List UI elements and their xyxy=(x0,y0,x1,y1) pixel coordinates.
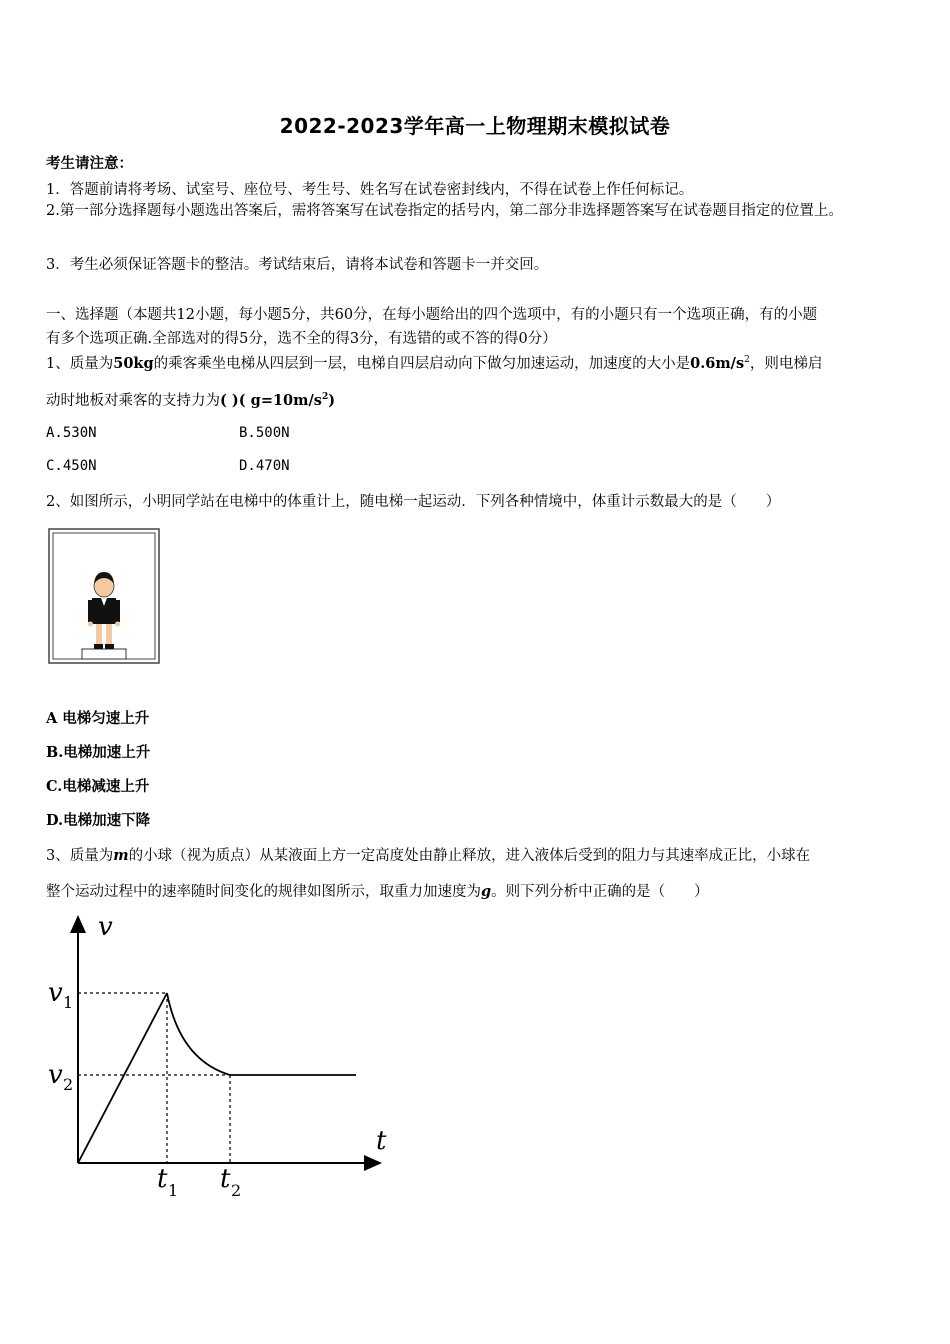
q2-stem: 2、如图所示，小明同学站在电梯中的体重计上，随电梯一起运动．下列各种情境中，体重计示数最大的是（ ） xyxy=(46,494,781,510)
q3-stem-line2: 整个运动过程中的速率随时间变化的规律如图所示，取重力加速度为g。则下列分析中正确的是（ ） xyxy=(46,883,709,900)
t1-subscript: 1 xyxy=(168,1181,179,1200)
section-header-line2: 有多个选项正确.全部选对的得5分，选不全的得3分，有选错的或不答的得0分） xyxy=(46,331,557,347)
q2-option-a[interactable]: A 电梯匀速上升 xyxy=(46,710,150,727)
velocity-time-graph xyxy=(40,905,400,1205)
q1-option-d[interactable]: D.470N xyxy=(239,458,290,474)
q3-stem-line1: 3、质量为m的小球（视为质点）从某液面上方一定高度处由静止释放，进入液体后受到的阻力与其速率成正比，小球在 xyxy=(46,847,811,864)
q1-option-c[interactable]: C.450N xyxy=(46,458,97,474)
t1-label: t xyxy=(157,1164,168,1194)
q1-option-a[interactable]: A.530N xyxy=(46,425,97,441)
notice-heading: 考生请注意： xyxy=(46,155,133,172)
q2-option-b[interactable]: B.电梯加速上升 xyxy=(46,744,151,761)
elevator-figure xyxy=(48,528,160,664)
y-axis-label: v xyxy=(98,912,113,942)
x-axis-label: t xyxy=(376,1126,387,1156)
page-title: 2022-2023学年高一上物理期末模拟试卷 xyxy=(279,114,671,138)
notice-item-2: 2.第一部分选择题每小题选出答案后，需将答案写在试卷指定的括号内，第二部分非选择题答案写在试卷题目指定的位置上。 xyxy=(46,203,843,219)
v2-label: v xyxy=(48,1060,63,1090)
q1-stem-line2: 动时地板对乘客的支持力为( )( $g=10m/s^2$) xyxy=(46,392,336,409)
q1-option-b[interactable]: B.500N xyxy=(239,425,290,441)
notice-item-1: 1．答题前请将考场、试室号、座位号、考生号、姓名写在试卷密封线内，不得在试卷上作任何标记。 xyxy=(46,182,694,198)
weighing-scale xyxy=(82,649,126,659)
t2-label: t xyxy=(220,1164,231,1194)
t2-subscript: 2 xyxy=(231,1181,242,1200)
section-header-line1: 一、选择题（本题共12小题，每小题5分，共60分，在每小题给出的四个选项中，有的小题只有一个选项正确，有的小题 xyxy=(46,307,818,323)
v2-subscript: 2 xyxy=(63,1075,74,1094)
v1-label: v xyxy=(48,978,63,1008)
q2-option-c[interactable]: C.电梯减速上升 xyxy=(46,778,150,795)
deceleration-curve xyxy=(167,993,230,1075)
acceleration-segment xyxy=(78,993,167,1163)
notice-item-3: 3．考生必须保证答题卡的整洁。考试结束后，请将本试卷和答题卡一并交回。 xyxy=(46,257,549,273)
q1-stem-line1: 1、质量为50kg的乘客乘坐电梯从四层到一层，电梯自四层启动向下做匀加速运动，加速度的大小是$0.6m/s^2$，则电梯启 xyxy=(46,355,823,372)
q2-option-d[interactable]: D.电梯加速下降 xyxy=(46,812,151,829)
v1-subscript: 1 xyxy=(63,993,74,1012)
